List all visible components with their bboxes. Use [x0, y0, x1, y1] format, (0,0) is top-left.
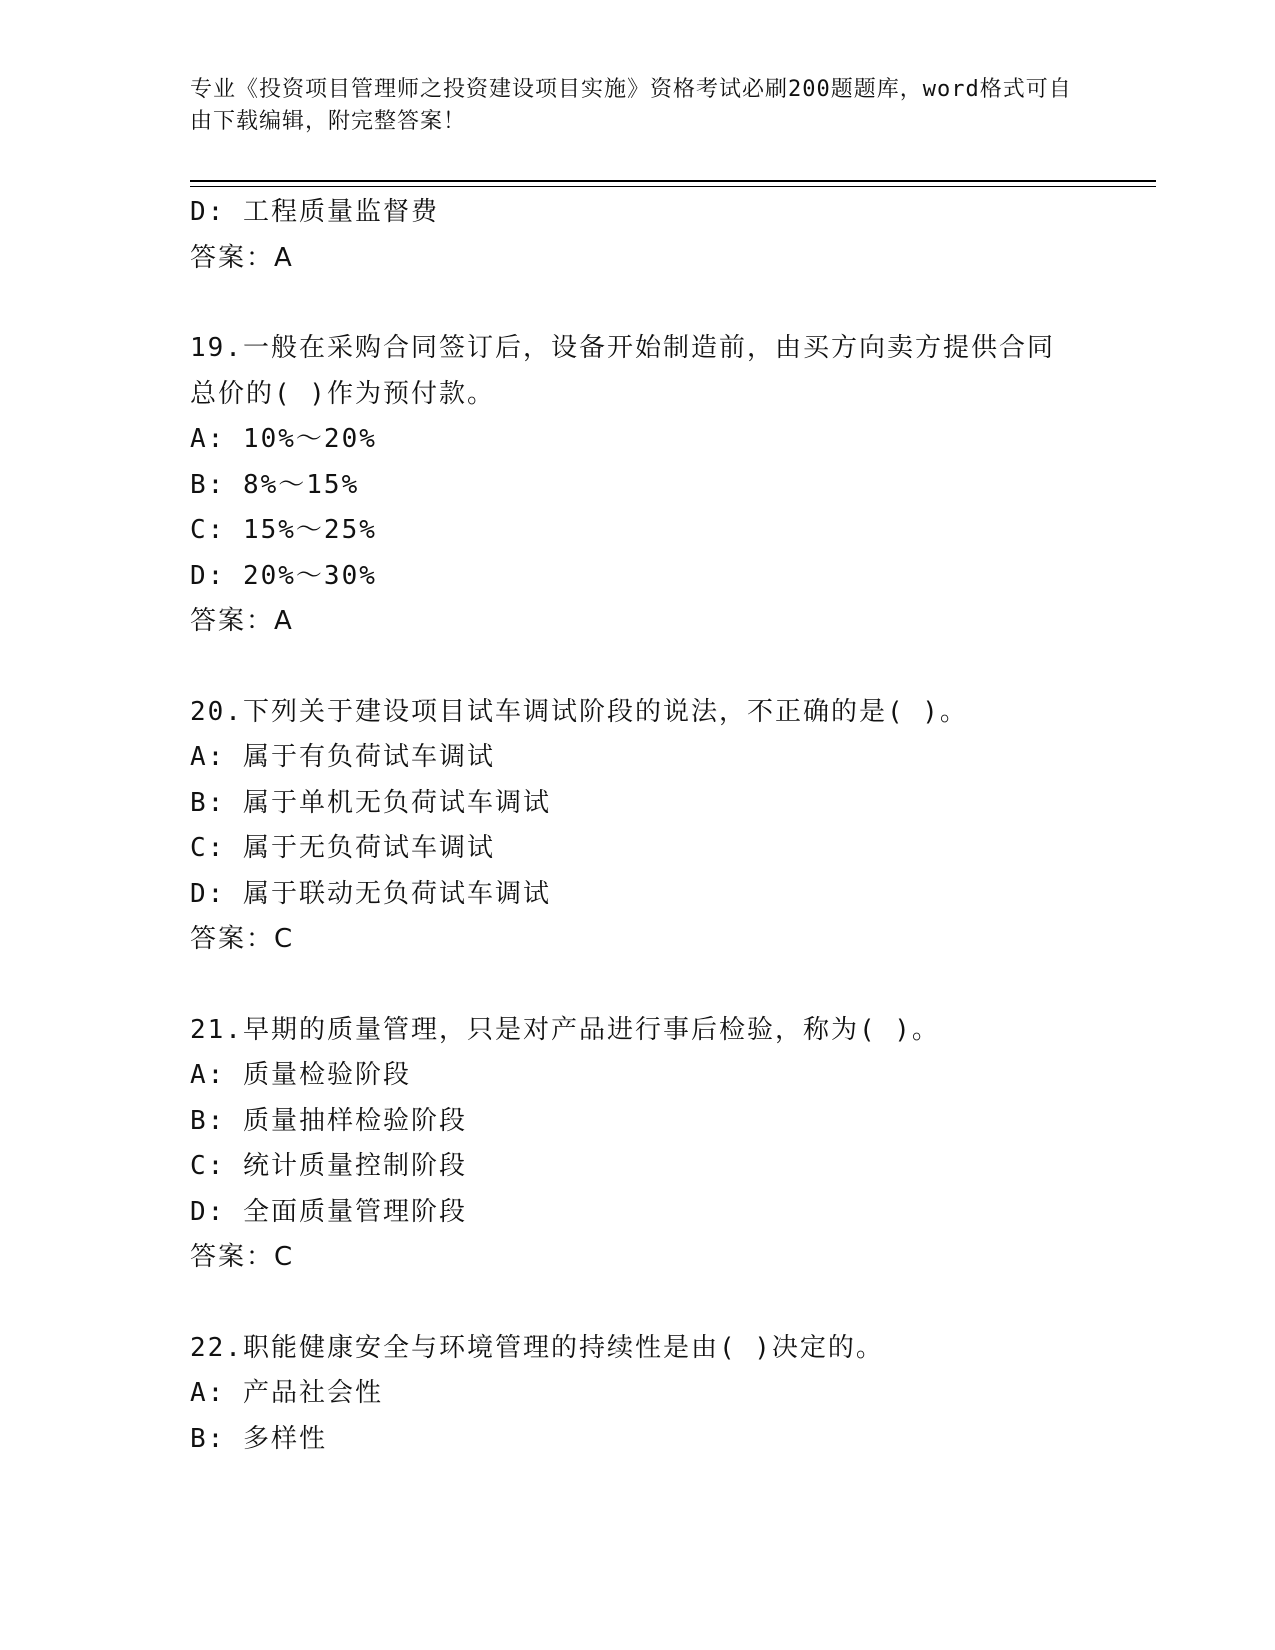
option-a: A: 属于有负荷试车调试 [190, 742, 495, 772]
option-a: A: 10%～20% [190, 424, 377, 454]
option-c: C: 15%～25% [190, 515, 377, 545]
document-body [190, 190, 1110, 1462]
option-d: D: 属于联动无负荷试车调试 [190, 878, 551, 909]
spacer [190, 281, 1110, 326]
spacer [190, 645, 1110, 690]
option-a: A: 产品社会性 [190, 1378, 383, 1408]
option-c: C: 属于无负荷试车调试 [190, 833, 495, 863]
answer: 答案：A [190, 606, 294, 636]
question-stem-20: 20.下列关于建设项目试车调试阶段的说法，不正确的是( )。 [190, 696, 968, 727]
spacer [190, 963, 1110, 1008]
option-b: B: 质量抽样检验阶段 [190, 1105, 467, 1136]
option-b: B: 多样性 [190, 1423, 327, 1454]
answer: 答案：A [190, 242, 294, 273]
option-d: D: 20%～30% [190, 560, 377, 591]
answer: 答案：C [190, 1242, 295, 1272]
answer: 答案：C [190, 924, 295, 954]
option-d: D: 全面质量管理阶段 [190, 1196, 467, 1227]
option-c: C: 统计质量控制阶段 [190, 1151, 467, 1181]
option-d: D: 工程质量监督费 [190, 197, 439, 227]
spacer [190, 1281, 1110, 1326]
header-rule-thick [190, 180, 1156, 182]
question-stem-21: 21.早期的质量管理，只是对产品进行事后检验，称为( )。 [190, 1014, 940, 1045]
option-a: A: 质量检验阶段 [190, 1060, 411, 1090]
question-stem-22: 22.职能健康安全与环境管理的持续性是由( )决定的。 [190, 1332, 884, 1363]
question-stem-19: 19.一般在采购合同签订后，设备开始制造前，由买方向卖方提供合同总价的( )作为预付款。 [190, 333, 1055, 409]
header-rule-thin [190, 186, 1156, 187]
option-b: B: 属于单机无负荷试车调试 [190, 787, 551, 818]
option-b: B: 8%～15% [190, 469, 360, 500]
document-header: 专业《投资项目管理师之投资建设项目实施》资格考试必刷200题题库，word格式可自由下载编辑，附完整答案！ [190, 77, 1072, 134]
